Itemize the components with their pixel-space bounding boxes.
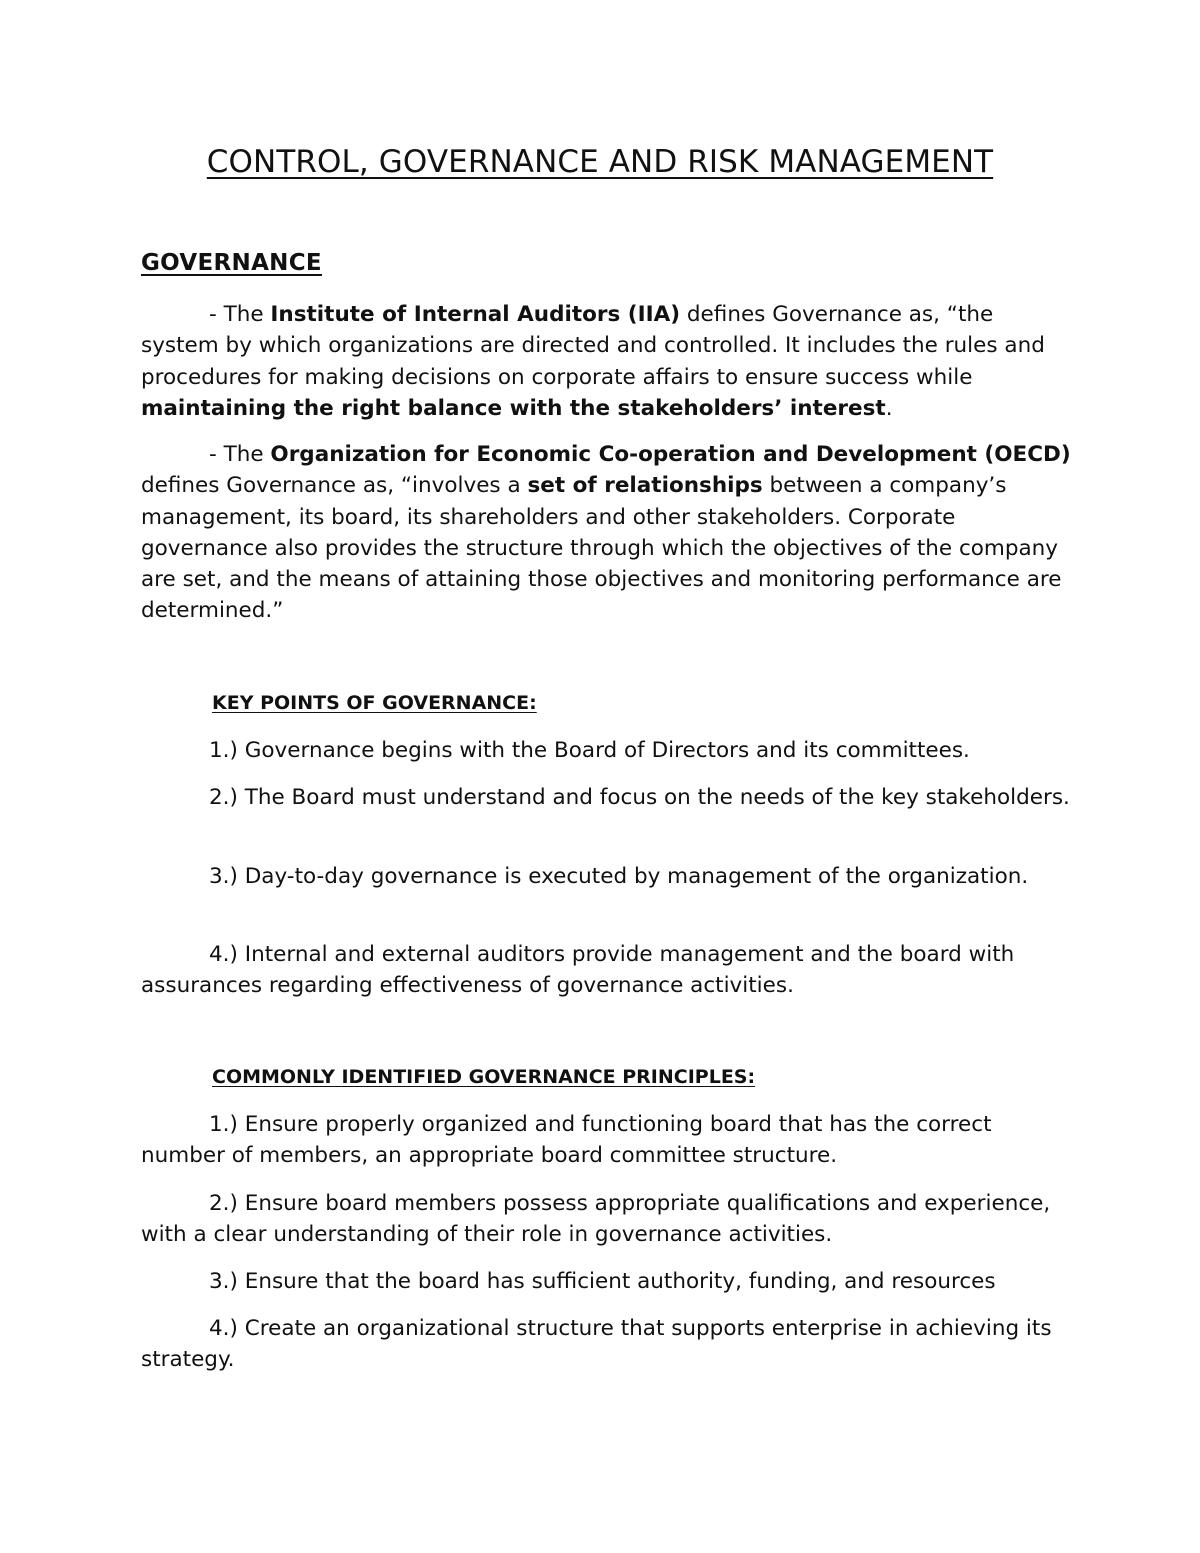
principle-item — [141, 1109, 1071, 1172]
principle-text: 1.) Ensure properly organized and functioning board that has the correct number of members, an appropriate board committee structure. — [141, 1112, 992, 1169]
principle-item — [141, 1188, 1071, 1251]
principle-text: 2.) Ensure board members possess appropriate qualifications and experience, with a clear understanding of their role in governance activities. — [141, 1191, 1051, 1248]
document-title: CONTROL, GOVERNANCE AND RISK MANAGEMENT — [206, 144, 994, 180]
oecd-definition-paragraph — [141, 439, 1071, 627]
oecd-text-1: defines Governance as, “involves a — [141, 473, 528, 499]
principles-heading: COMMONLY IDENTIFIED GOVERNANCE PRINCIPLES: — [212, 1066, 756, 1088]
key-point-text: 4.) Internal and external auditors provide management and the board with assurances regarding effectiveness of governance activities. — [141, 942, 1015, 999]
iia-emphasis: maintaining the right balance with the stakeholders’ interest — [141, 395, 886, 421]
iia-lead: - The — [209, 302, 271, 327]
oecd-text-2: between a company’s management, its board, its shareholders and other stakeholders. Corporate governance also provides the structure through which the objectives of the company are set, and the means of attaining those objectives and monitoring performance are determined.” — [141, 473, 1062, 624]
iia-org-name: Institute of Internal Auditors (IIA) — [270, 302, 681, 327]
key-point-item — [141, 735, 1071, 766]
key-point-text: 3.) Day-to-day governance is executed by management of the organization. — [209, 864, 1029, 889]
iia-definition-paragraph — [141, 299, 1071, 424]
principle-text: 3.) Ensure that the board has sufficient authority, funding, and resources — [209, 1269, 996, 1294]
principle-item — [141, 1313, 1071, 1376]
key-point-item — [141, 782, 1071, 813]
oecd-emphasis: set of relationships — [527, 473, 763, 499]
section-heading-governance: GOVERNANCE — [141, 250, 322, 276]
iia-text-2: . — [885, 395, 893, 421]
key-point-item — [141, 861, 1071, 892]
principle-item — [141, 1266, 1071, 1297]
oecd-lead: - The — [209, 442, 271, 467]
key-points-heading: KEY POINTS OF GOVERNANCE: — [212, 692, 537, 714]
key-point-text: 2.) The Board must understand and focus on the needs of the key stakeholders. — [209, 785, 1070, 810]
oecd-org-name: Organization for Economic Co-operation and Development (OECD) — [270, 442, 1071, 467]
key-point-text: 1.) Governance begins with the Board of Directors and its committees. — [209, 738, 970, 763]
principle-text: 4.) Create an organizational structure that supports enterprise in achieving its strategy. — [141, 1316, 1052, 1373]
key-point-item — [141, 939, 1071, 1002]
iia-text-1: defines Governance as, “the system by which organizations are directed and controlled. It includes the rules and procedures for making decisions on corporate affairs to ensure success while — [141, 302, 1045, 390]
